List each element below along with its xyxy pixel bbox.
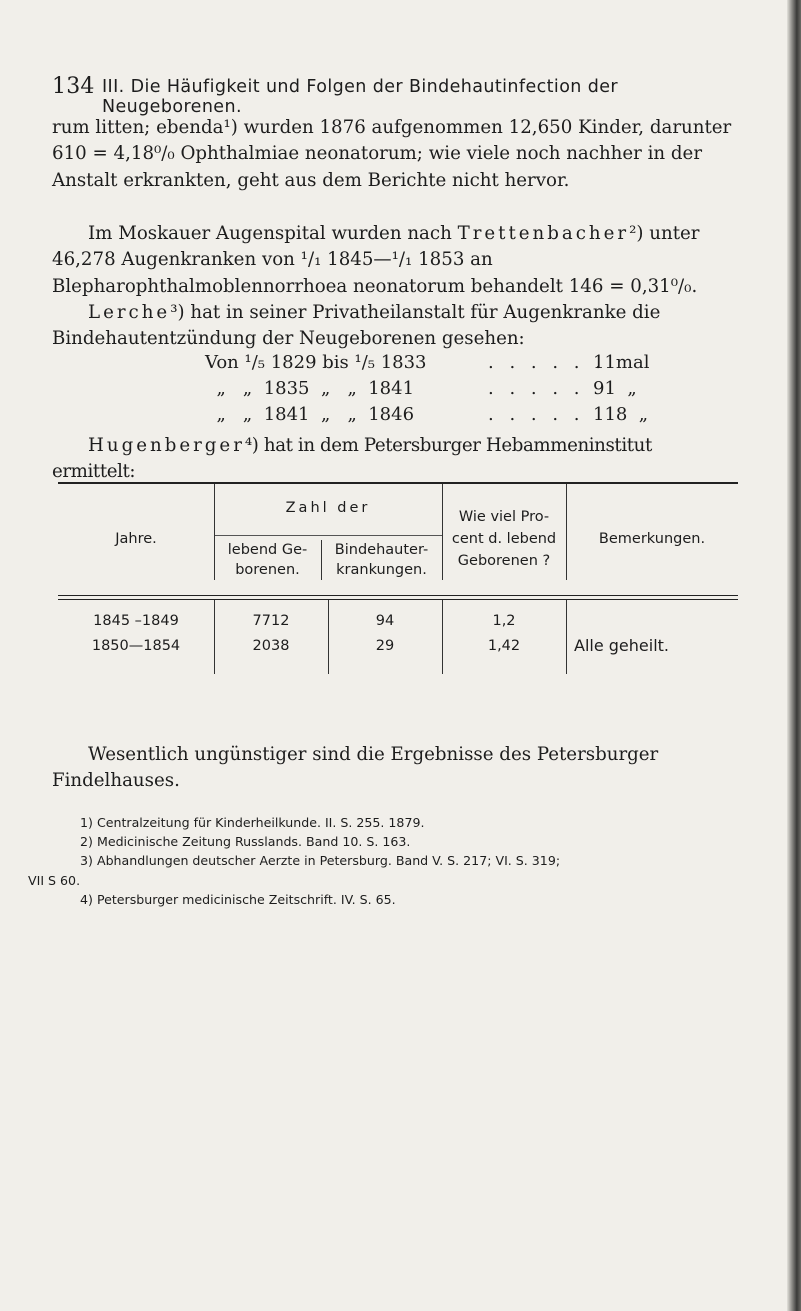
page-number: 134: [52, 74, 95, 99]
header-bindehaut-line: krankungen.: [336, 562, 427, 578]
schedule-count: 11mal: [593, 352, 650, 373]
footnote: [80, 813, 760, 832]
footnotes: [28, 813, 760, 909]
paragraph-5: Wesentlich ungünstiger sind die Ergebnisse des Petersburger Findelhauses.: [52, 744, 659, 792]
footnote: [80, 832, 760, 851]
footnote-text: Centralzeitung für Kinderheilkunde. II. S. 255. 1879.: [96, 815, 425, 830]
footnote-text: Medicinische Zeitung Russlands. Band 10. S. 163.: [96, 834, 411, 850]
schedule-dots: . . . . . .: [488, 352, 606, 373]
header-jahre: Jahre.: [115, 531, 157, 547]
author-trettenbacher: Trettenbacher: [457, 223, 630, 244]
footnote-text: VII S 60.: [28, 872, 81, 888]
header-bindehaut-line: Bindehauter-: [334, 542, 429, 558]
schedule-count: 91 „: [593, 378, 637, 399]
cell-bindehaut: 94: [375, 613, 395, 629]
lerche-schedule: [205, 350, 725, 428]
header-lebend: [214, 540, 321, 580]
paragraph-2: [52, 221, 740, 300]
header-lebend-line: borenen.: [235, 562, 300, 578]
paragraph-3: [52, 300, 740, 353]
table-top-rule: [58, 482, 738, 484]
header-bemerkungen: Bemerkungen.: [598, 531, 706, 547]
paragraph-2-rest: ²) unter 46,278 Augenkranken von ¹/₁ 1845—¹/₁ 1853 an Blepharophthalmoblennorrhoea neonatorum behandelt 146 = 0,31⁰/₀.: [52, 223, 700, 297]
cell-prozent: 1,42: [487, 638, 521, 654]
schedule-range: „ „ 1841 „ „ 1846: [205, 404, 415, 425]
statistics-table: [58, 482, 738, 680]
footnote-marker: 2): [80, 834, 93, 850]
table-header-rule-1: [58, 595, 738, 596]
footnote: [80, 851, 760, 870]
paragraph-4: [52, 433, 740, 486]
header-prozent: [442, 506, 566, 572]
header-prozent-line: cent d. lebend: [451, 531, 557, 547]
cell-jahre: 1845 –1849: [93, 613, 179, 629]
cell-bemerkung: Alle geheilt.: [574, 636, 669, 655]
footnote-marker: 1): [80, 815, 93, 830]
table-subheader-rule: [214, 535, 442, 536]
footnote-text: Abhandlungen deutscher Aerzte in Petersburg. Band V. S. 217; VI. S. 319;: [96, 853, 561, 869]
footnote-marker: 3): [80, 853, 93, 869]
schedule-dots: . . . . .: [488, 378, 585, 399]
schedule-range: „ „ 1835 „ „ 1841: [205, 378, 415, 399]
cell-bindehaut: 29: [375, 638, 395, 654]
paragraph-1: rum litten; ebenda¹) wurden 1876 aufgenommen 12,650 Kinder, darunter 610 = 4,18⁰/₀ Ophthalmiae neonatorum; wie viele noch nachher in der Anstalt erkrankten, geht aus dem Berichte nicht hervor.: [52, 117, 732, 191]
footnote-text: Petersburger medicinische Zeitschrift. IV. S. 65.: [96, 891, 396, 907]
author-lerche: Lerche: [88, 302, 171, 323]
header-prozent-line: Geborenen ?: [457, 553, 551, 569]
page-edge-shadow: [787, 0, 801, 1311]
running-title: III. Die Häufigkeit und Folgen der Bindehautinfection der Neugeborenen.: [102, 77, 619, 117]
header-lebend-line: lebend Ge-: [227, 542, 308, 558]
cell-jahre: 1850—1854: [91, 638, 181, 654]
schedule-count: 118 „: [593, 404, 649, 425]
schedule-range: Von ¹/₅ 1829 bis ¹/₅ 1833: [205, 352, 427, 373]
table-vline: [566, 600, 567, 674]
cell-prozent: 1,2: [492, 613, 516, 629]
schedule-row: [205, 376, 725, 402]
table-header-rule-2: [58, 599, 738, 600]
cell-lebend: 2038: [252, 638, 290, 654]
footnote: [80, 890, 760, 909]
author-hugenberger: Hugenberger: [88, 435, 245, 456]
header-bindehaut: [321, 540, 442, 580]
footnote-marker: 4): [80, 891, 93, 907]
footnote-continuation: [28, 871, 760, 890]
cell-lebend: 7712: [252, 613, 290, 629]
paragraph-2-start: Im Moskauer Augenspital wurden nach: [88, 223, 458, 244]
paragraph-3-rest: ³) hat in seiner Privatheilanstalt für Augenkranke die Bindehautentzündung der Neugeborenen gesehen:: [52, 302, 661, 350]
page-header: [52, 74, 752, 117]
paragraph-4-rest: ⁴) hat in dem Petersburger Hebammeninstitut ermittelt:: [52, 435, 652, 483]
header-prozent-line: Wie viel Pro-: [458, 509, 550, 525]
schedule-dots: . . . . .: [488, 404, 585, 425]
schedule-row: [205, 402, 725, 428]
schedule-row: [205, 350, 725, 376]
header-zahl-der: Zahl der: [285, 500, 371, 516]
